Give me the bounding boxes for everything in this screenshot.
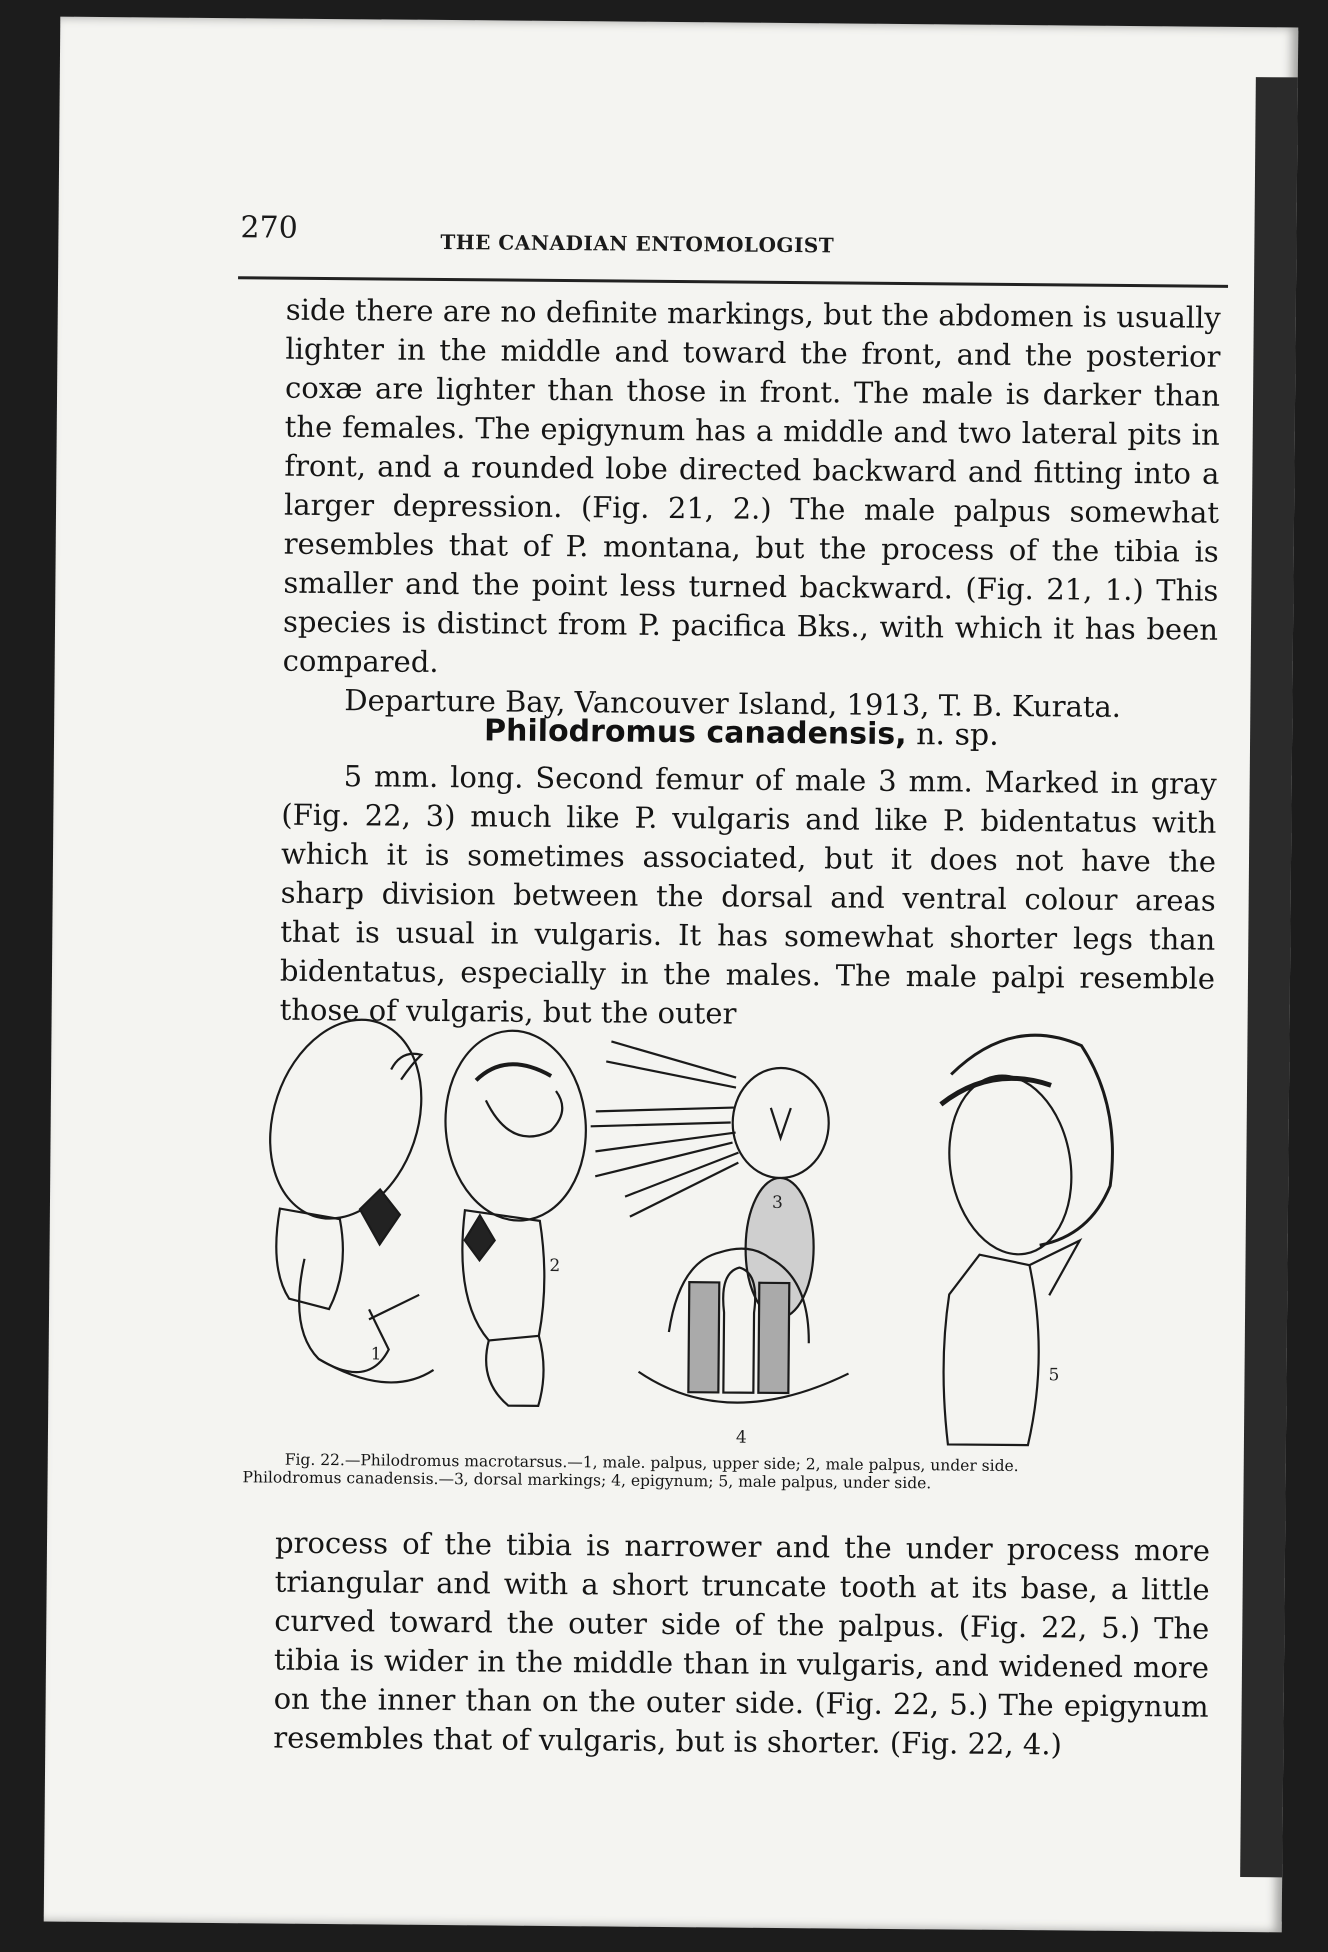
drawing-palpus-canadensis bbox=[933, 1034, 1113, 1446]
description-paragraph: 5 mm. long. Second femur of male 3 mm. Marked in gray (Fig. 22, 3) much like P. vulgaris and like P. bidentatus with which it is sometimes associated, but it does not have the sharp division between the dorsal and ventral colour areas that is usual in vulgaris. It has somewhat shorter legs than bidentatus, especially in the males. The male palpi resemble those of vulgaris, but the outer bbox=[279, 759, 1217, 1031]
caption-line-2: Philodromus canadensis.—3, dorsal markings; 4, epigynum; 5, male palpus, under side. bbox=[242, 1468, 932, 1493]
species-suffix: n. sp. bbox=[906, 717, 999, 753]
figure-illustration bbox=[248, 1008, 1202, 1456]
species-name: Philodromus canadensis, bbox=[483, 713, 907, 753]
fig-label-4: 4 bbox=[735, 1427, 747, 1448]
bottom-paragraph-block bbox=[273, 1524, 1210, 1766]
description-block bbox=[280, 757, 1217, 1038]
fig-label-2: 2 bbox=[549, 1255, 561, 1277]
locality-line: Departure Bay, Vancouver Island, 1913, T. B. Kurata. bbox=[344, 683, 1122, 724]
drawing-dorsal-markings bbox=[589, 1041, 829, 1318]
drawing-palpus-under bbox=[435, 1024, 594, 1406]
facing-page-edge bbox=[1240, 77, 1298, 1877]
bottom-paragraph: process of the tibia is narrower and the under process more triangular and with a short truncate tooth at its base, a little curved toward the outer side of the palpus. (Fig. 22, 5.) The tibia is wider in the middle than in vulgaris, and widened more on the inner than on the outer side. (Fig. 22, 5.) The epigynum resembles that of vulgaris, but is shorter. (Fig. 22, 4.) bbox=[273, 1525, 1211, 1762]
species-heading bbox=[484, 713, 999, 752]
book-page bbox=[44, 17, 1299, 1933]
fig-label-5: 5 bbox=[1048, 1365, 1060, 1386]
page-number: 270 bbox=[240, 210, 298, 246]
running-title: THE CANADIAN ENTOMOLOGIST bbox=[440, 229, 835, 258]
figure-22 bbox=[248, 1008, 1202, 1456]
figure-caption bbox=[243, 1450, 1203, 1494]
top-paragraph: side there are no definite markings, but the abdomen is usually lighter in the middle and toward the front, and the posterior coxæ are lighter than those in front. The male is darker than the females. The epigynum has a middle and two lateral pits in front, and a rounded lobe directed backward and fitting into a larger depression. (Fig. 21, 2.) The male palpus somewhat resembles that of P. montana, but the process of the tibia is smaller and the point less turned backward. (Fig. 21, 1.) This species is distinct from P. pacifica Bks., with which it has been compared. bbox=[282, 292, 1221, 679]
top-paragraph-block bbox=[282, 291, 1221, 728]
page-header bbox=[240, 188, 1221, 287]
caption-line-1: Fig. 22.—Philodromus macrotarsus.—1, male. palpus, upper side; 2, male palpus, under side. bbox=[284, 1450, 1019, 1476]
drawing-epigynum bbox=[638, 1248, 849, 1404]
drawing-palpus-upper bbox=[248, 1008, 447, 1383]
fig-label-3: 3 bbox=[771, 1192, 783, 1213]
fig-label-1: 1 bbox=[370, 1344, 382, 1365]
